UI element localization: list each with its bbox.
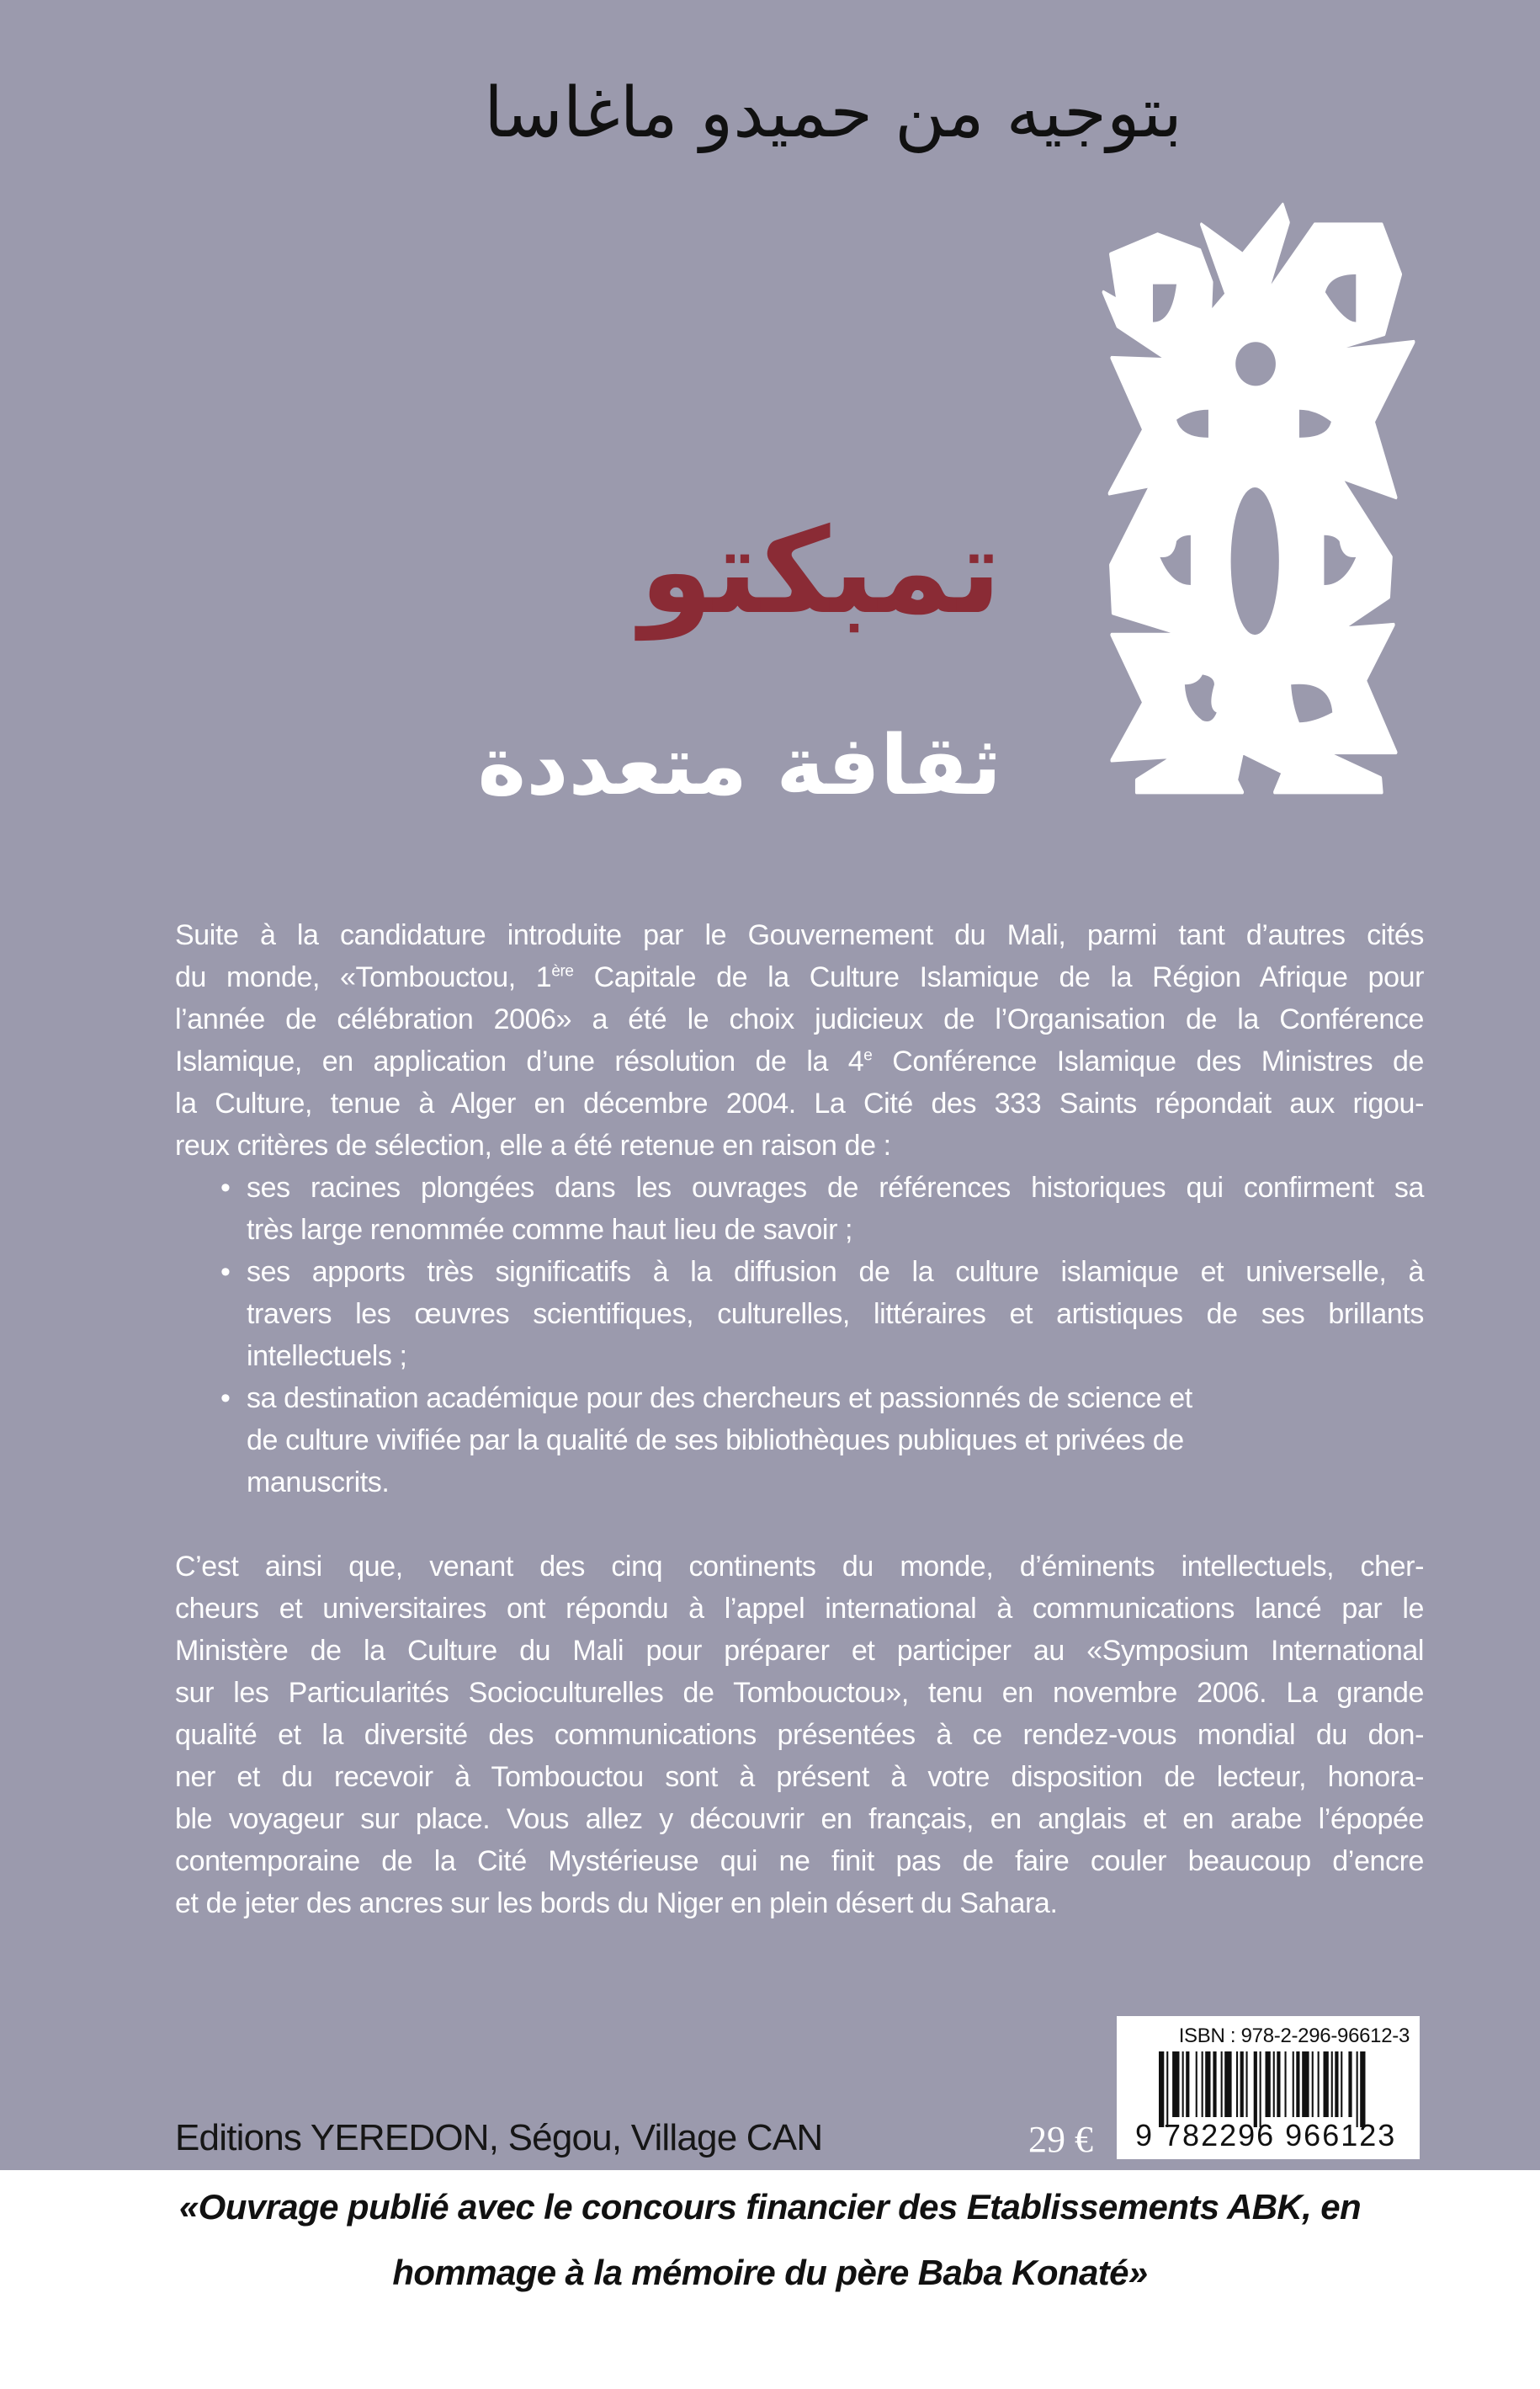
barcode-bar (1159, 2051, 1164, 2127)
bullet-icon: • (220, 1172, 231, 1204)
blurb (175, 914, 1424, 1924)
arabic-title: تمبكتو (640, 503, 1001, 641)
text-line: et de jeter des ancres sur les bords du Niger en plein désert du Sahara. (175, 1887, 1058, 1919)
barcode-bar (1357, 2051, 1358, 2127)
barcode-bar (1296, 2051, 1299, 2117)
text-line: reux critères de sélection, elle a été retenue en raison de : (175, 1130, 891, 1162)
text-line: de culture vivifiée par la qualité de ses bibliothèques publiques et privées de (247, 1424, 1184, 1456)
bullet-list (175, 1167, 1424, 1503)
paragraph-1 (175, 914, 1424, 1167)
text-line: ble voyageur sur place. Vous allez y découvrir en français, en anglais et en arabe l’épopée (175, 1803, 1424, 1835)
text-line: C’est ainsi que, venant des cinq continents du monde, d’éminents intellectuels, cher- (175, 1551, 1424, 1583)
bullet-icon: • (220, 1256, 231, 1288)
arabic-direction-credit: بتوجيه من حميدو ماغاسا (484, 73, 1182, 153)
text-line: l’année de célébration 2006» a été le choix judicieux de l’Organisation de la Conférence (175, 1003, 1424, 1035)
isbn-label: ISBN : 978-2-296-96612-3 (1178, 2025, 1410, 2047)
barcode-bar (1260, 2051, 1261, 2127)
publisher-line: Editions YEREDON, Ségou, Village CAN (175, 2117, 823, 2158)
bullet-item (175, 1167, 1424, 1251)
calligraphic-emblem-icon (1080, 183, 1450, 807)
bullet-icon: • (220, 1382, 231, 1414)
superscript: e (863, 1046, 873, 1065)
barcode-bar (1360, 2051, 1365, 2127)
text-line: du monde, «Tombouctou, 1ère Capitale de la Culture Islamique de la Région Afrique pour (175, 961, 1425, 993)
text-line: Ministère de la Culture du Mali pour préparer et participer au «Symposium International (175, 1635, 1424, 1667)
text-line: qualité et la diversité des communications présentées à ce rendez-vous mondial du don- (175, 1719, 1424, 1751)
price: 29 € (1028, 2119, 1093, 2160)
barcode-bar (1240, 2051, 1244, 2117)
barcode-bar (1224, 2051, 1231, 2117)
barcode-bar (1186, 2051, 1189, 2117)
barcode-bar (1302, 2051, 1309, 2117)
barcode-bar (1273, 2051, 1275, 2117)
text-line: cheurs et universitaires ont répondu à l’appel international à communications lancé par le (175, 1593, 1424, 1625)
text-line: très large renommée comme haut lieu de savoir ; (247, 1214, 853, 1246)
barcode-bar (1196, 2051, 1197, 2117)
sponsor-note-line-2: hommage à la mémoire du père Baba Konaté» (392, 2253, 1148, 2292)
isbn-digits: 9 782296 966123 (1135, 2118, 1397, 2152)
text-line: travers les œuvres scientifiques, culturelles, littéraires et artistiques de ses brillants (247, 1298, 1424, 1330)
barcode-bar (1221, 2051, 1223, 2117)
superscript: ère (551, 962, 574, 981)
bullet-item (175, 1251, 1424, 1377)
text-line: ner et du recevoir à Tombouctou sont à présent à votre disposition de lecteur, honora- (175, 1761, 1424, 1793)
barcode-bar (1324, 2051, 1329, 2117)
text-line: sur les Particularités Socioculturelles de Tombouctou», tenu en novembre 2006. La grande (175, 1677, 1424, 1709)
barcode-bar (1293, 2051, 1294, 2117)
barcode-icon (1159, 2051, 1399, 2127)
barcode-bar (1202, 2051, 1203, 2117)
barcode-bar (1266, 2051, 1271, 2117)
barcode-bar (1205, 2051, 1210, 2117)
text-line: manuscrits. (247, 1466, 390, 1498)
barcode-bar (1172, 2051, 1179, 2117)
barcode-bar (1254, 2051, 1257, 2127)
text-line: la Culture, tenue à Alger en décembre 2004. La Cité des 333 Saints répondait aux rigou- (175, 1088, 1424, 1120)
barcode-bar (1213, 2051, 1216, 2117)
barcode-bar (1236, 2051, 1238, 2117)
text-line: Suite à la candidature introduite par le Gouvernement du Mali, parmi tant d’autres cités (175, 919, 1424, 951)
isbn-barcode-box (1117, 2016, 1420, 2159)
text-line: ses racines plongées dans les ouvrages de références historiques qui confirment sa (247, 1172, 1424, 1204)
text-line: ses apports très significatifs à la diffusion de la culture islamique et universelle, à (247, 1256, 1424, 1288)
barcode-bar (1348, 2051, 1351, 2117)
sponsor-note-line-1: «Ouvrage publié avec le concours financier des Etablissements ABK, en (178, 2187, 1362, 2227)
sponsor-note (0, 2170, 1540, 2389)
paragraph-2 (175, 1546, 1424, 1924)
paragraph-gap (175, 1503, 1424, 1546)
text-line: intellectuels ; (247, 1340, 407, 1372)
barcode-bar (1285, 2051, 1287, 2117)
barcode-bar (1335, 2051, 1338, 2117)
arabic-subtitle: ثقافة متعددة (477, 718, 1001, 814)
text-line: Islamique, en application d’une résolution de la 4e Conférence Islamique des Ministres de (175, 1046, 1424, 1077)
barcode-bar (1246, 2051, 1248, 2117)
barcode-bar (1312, 2051, 1314, 2117)
text-line: contemporaine de la Cité Mystérieuse qui ne finit pas de faire couler beaucoup d’encre (175, 1845, 1424, 1877)
barcode-bar (1166, 2051, 1168, 2127)
barcode-bar (1318, 2051, 1320, 2117)
barcode-bar (1277, 2051, 1280, 2117)
barcode-bar (1182, 2051, 1184, 2117)
barcode-bar (1331, 2051, 1333, 2117)
text-line: sa destination académique pour des chercheurs et passionnés de science et (247, 1382, 1192, 1414)
bullet-item (175, 1377, 1424, 1503)
barcode-bar (1341, 2051, 1342, 2117)
